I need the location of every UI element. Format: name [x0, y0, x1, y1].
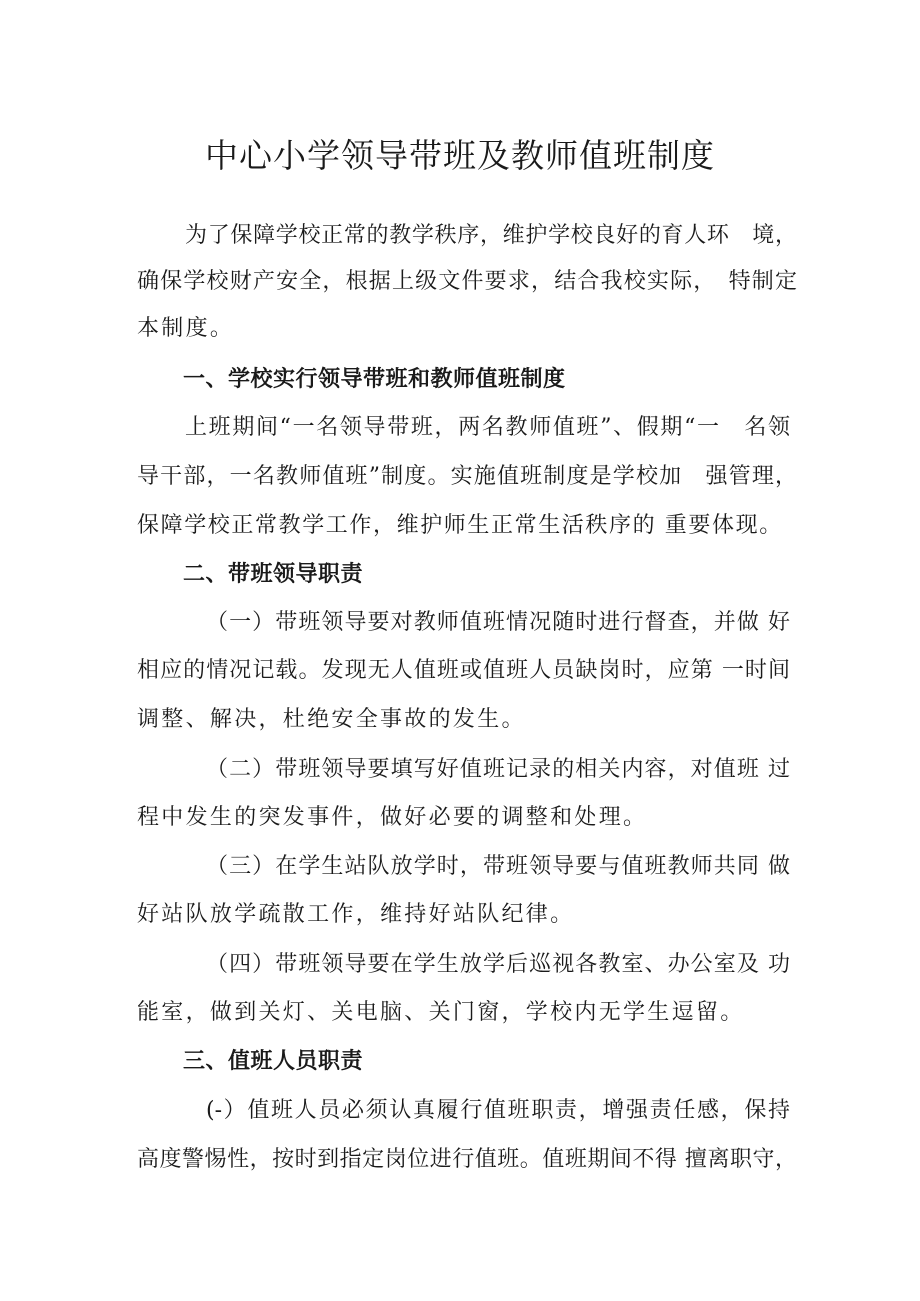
section-3-item-1-line-2: 高度警惕性，按时到指定岗位进行值班。值班期间不得 擅离职守，	[137, 1147, 797, 1172]
section-2-item-4-line-2: 能室，做到关灯、关电脑、关门窗，学校内无学生逗留。	[137, 1000, 745, 1025]
section-2-item-1-line-3: 调整、解决，杜绝安全事故的发生。	[137, 707, 526, 732]
section-1-line-1: 上班期间“一名领导带班，两名教师值班”、假期“一 名领	[185, 415, 790, 440]
section-1-heading: 一、学校实行领导带班和教师值班制度	[183, 367, 566, 392]
section-3-item-1-line-1: (-）值班人员必须认真履行值班职责，增强责任感，保持	[206, 1098, 790, 1123]
section-2-item-4-line-1: （四）带班领导要在学生放学后巡视各教室、办公室及 功	[206, 952, 790, 977]
section-1-line-2: 导干部，一名教师值班”制度。实施值班制度是学校加 强管理，	[137, 464, 797, 489]
section-2-item-1-line-2: 相应的情况记载。发现无人值班或值班人员缺岗时，应第 一时间	[137, 658, 790, 683]
intro-line-1: 为了保障学校正常的教学秩序，维护学校良好的育人环 境，	[185, 223, 797, 248]
section-2-item-3-line-1: （三）在学生站队放学时，带班领导要与值班教师共同 做	[206, 854, 790, 879]
section-2-item-2-line-2: 程中发生的突发事件，做好必要的调整和处理。	[137, 805, 648, 830]
section-2-item-3-line-2: 好站队放学疏散工作，维持好站队纪律。	[137, 902, 575, 927]
section-2-heading: 二、带班领导职责	[183, 562, 364, 587]
section-3-heading: 三、值班人员职责	[183, 1049, 364, 1074]
section-2-item-2-line-1: （二）带班领导要填写好值班记录的相关内容，对值班 过	[206, 757, 790, 782]
intro-line-3: 本制度。	[137, 316, 235, 341]
document-title: 中心小学领导带班及教师值班制度	[205, 136, 715, 175]
section-1-line-3: 保障学校正常教学工作，维护师生正常生活秩序的 重要体现。	[137, 513, 783, 538]
intro-line-2: 确保学校财产安全，根据上级文件要求，结合我校实际， 特制定	[137, 269, 797, 294]
section-2-item-1-line-1: （一）带班领导要对教师值班情况随时进行督查，并做 好	[206, 610, 790, 635]
